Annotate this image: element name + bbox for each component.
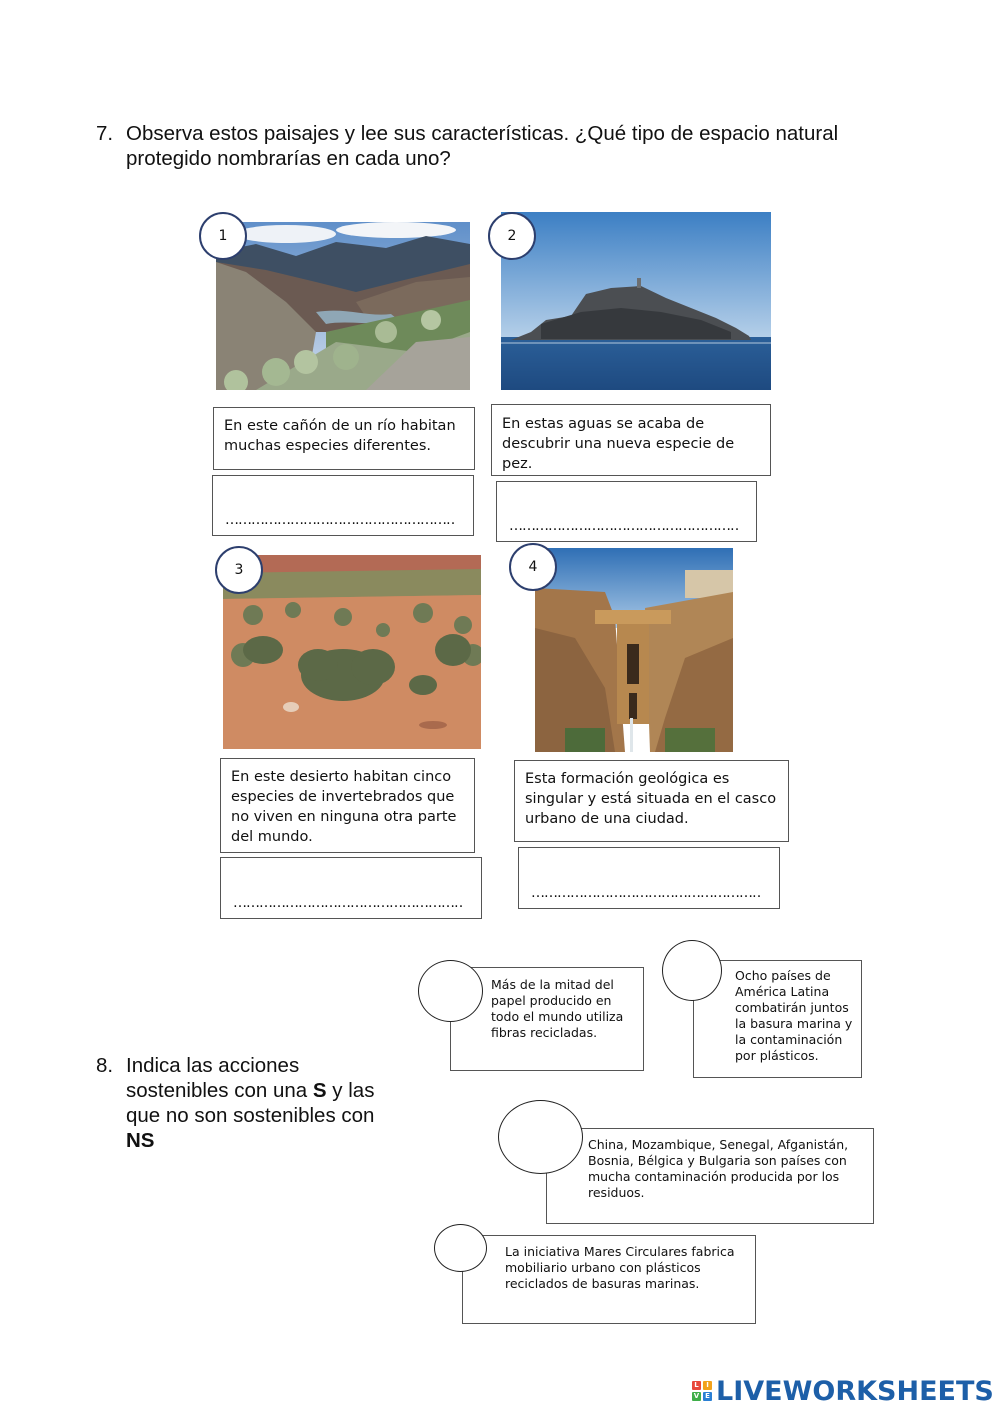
question-8-line-2: sostenibles con una [126,1079,313,1102]
landscape-1-answer-input[interactable] [223,511,457,529]
landscape-2-answer-input[interactable] [507,517,740,535]
action-3-answer-circle[interactable] [498,1100,583,1174]
question-7 [96,121,916,173]
action-3-text: China, Mozambique, Senegal, Afganistán, Bosnia, Bélgica y Bulgaria son países con mucha contaminación producida por los residuos. [588,1137,849,1200]
logo-tile-e: E [703,1392,712,1401]
landscape-4-answer-input[interactable] [529,884,763,902]
action-card-3 [546,1128,874,1224]
logo-tile-i: I [703,1381,712,1390]
action-card-4 [462,1235,756,1324]
landscape-1-description: En este cañón de un río habitan muchas especies diferentes. [213,407,475,470]
action-1-text: Más de la mitad del papel producido en todo el mundo utiliza fibras recicladas. [491,977,624,1040]
landscape-2-answer-box [496,481,757,542]
not-sustainable-mark-ns: NS [126,1129,155,1152]
landscape-3-description: En este desierto habitan cinco especies de invertebrados que no viven en ninguna otra parte del mundo. [220,758,475,853]
landscape-4-number: 4 [509,543,557,591]
action-1-answer-circle[interactable] [418,960,483,1022]
logo-tile-l: L [692,1381,701,1390]
liveworksheets-logo-icon [692,1381,712,1401]
liveworksheets-logo-text: LIVEWORKSHEETS [716,1375,994,1407]
liveworksheets-logo [692,1374,994,1408]
river-canyon-photo [216,222,470,390]
question-8-line-2-end: y las [326,1079,375,1102]
gorge-bridge-photo-image [535,548,733,752]
desert-shrub-photo-image [223,555,481,749]
action-4-text: La iniciativa Mares Circulares fabrica mobiliario urbano con plásticos reciclados de basuras marinas. [505,1244,735,1291]
question-7-text [126,121,838,171]
island-sea-photo-image [501,212,771,390]
question-7-line-2: protegido nombrarías en cada uno? [126,147,451,170]
landscape-3-number: 3 [215,546,263,594]
question-7-line-1: Observa estos paisajes y lee sus características. ¿Qué tipo de espacio natural [126,122,839,145]
question-7-number: 7. [96,122,114,145]
landscape-1-number: 1 [199,212,247,260]
landscape-3-answer-box [220,857,482,919]
landscape-4-answer-box [518,847,780,909]
action-2-answer-circle[interactable] [662,940,722,1001]
question-8-line-3: que no son sostenibles con [126,1104,375,1127]
landscape-2-description: En estas aguas se acaba de descubrir una nueva especie de pez. [491,404,771,476]
question-8-line-1: Indica las acciones [126,1054,300,1077]
island-sea-photo [501,212,771,390]
gorge-bridge-photo [535,548,733,752]
landscape-3-answer-input[interactable] [231,894,465,912]
question-8 [96,1053,416,1163]
logo-tile-v: V [693,1392,700,1400]
sustainable-mark-s: S [312,1079,327,1102]
question-8-number: 8. [96,1054,114,1077]
landscape-2-number: 2 [488,212,536,260]
action-2-text: Ocho países de América Latina combatirán juntos la basura marina y la contaminación por plásticos. [735,968,853,1063]
river-canyon-photo-image [216,222,470,390]
question-8-text [126,1053,374,1153]
landscape-4-description: Esta formación geológica es singular y está situada en el casco urbano de una ciudad. [514,760,789,842]
action-4-answer-circle[interactable] [434,1224,487,1272]
landscape-1-answer-box [212,475,474,536]
desert-shrub-photo [223,555,481,749]
